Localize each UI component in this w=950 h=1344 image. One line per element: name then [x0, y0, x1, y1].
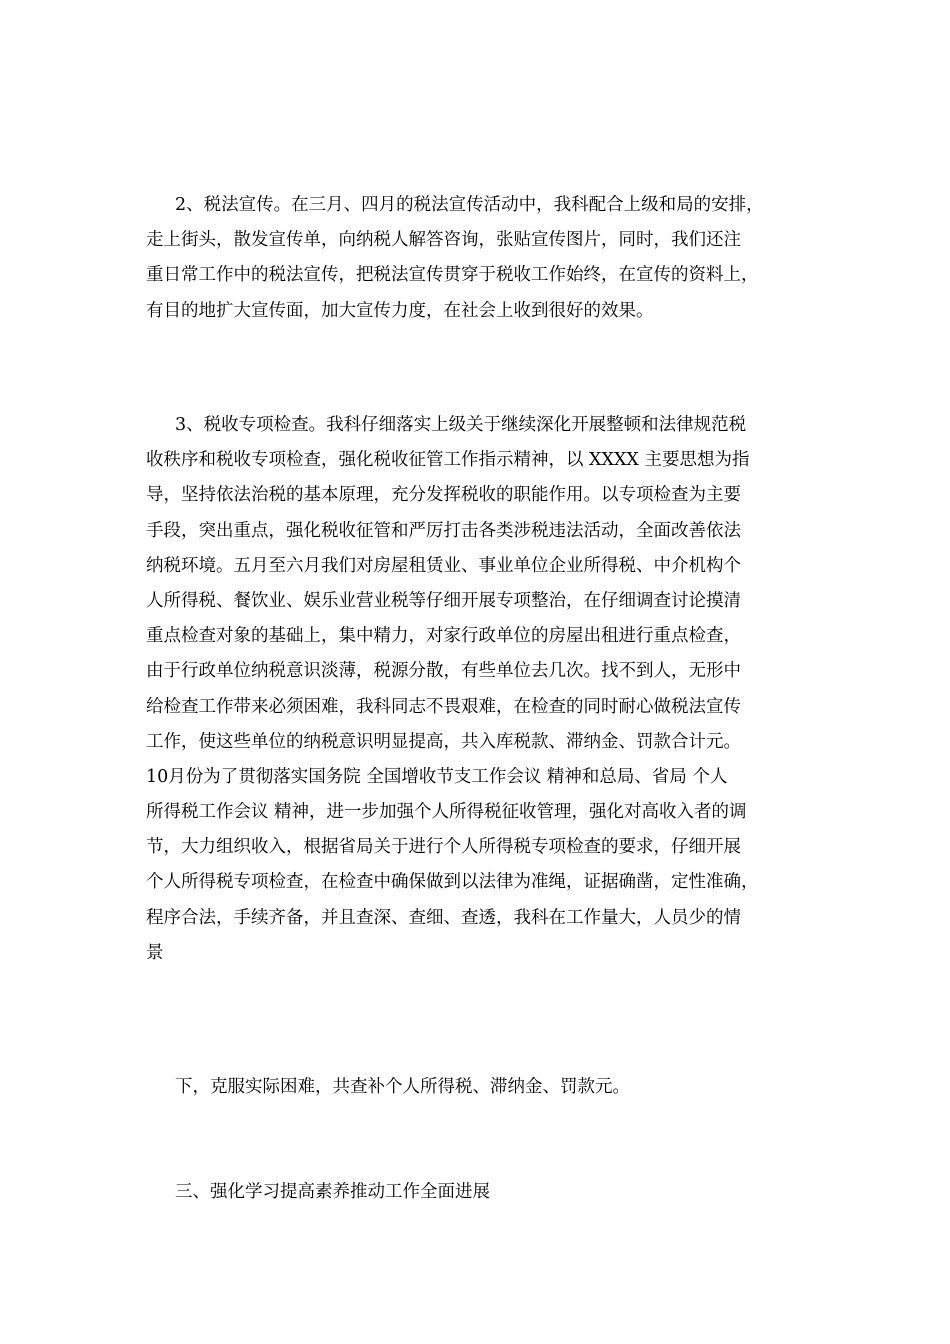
paragraph-line: 下，克服实际困难，共查补个人所得税、滞纳金、罚款元。 — [175, 1077, 630, 1097]
paragraph-special-tax-inspection — [146, 408, 806, 971]
paragraph-continuation — [146, 1070, 806, 1105]
paragraph-line: 工作，使这些单位的纳税意识明显提高，共入库税款、滞纳金、罚款合计元。 — [146, 731, 741, 752]
paragraph-line: 2、税法宣传。在三月、四月的税法宣传活动中，我科配合上级和局的安排， — [175, 195, 764, 215]
section-heading-text: 三、强化学习提高素养推动工作全面进展 — [175, 1182, 490, 1202]
paragraph-line: 有目的地扩大宣传面，加大宣传力度，在社会上收到很好的效果。 — [146, 300, 654, 321]
paragraph-line: 由于行政单位纳税意识淡薄，税源分散，有些单位去几次。找不到人，无形中 — [146, 661, 741, 682]
paragraph-line: 程序合法，手续齐备，并且查深、查细、查透，我科在工作量大，人员少的情 — [146, 907, 741, 928]
section-heading — [146, 1175, 806, 1210]
paragraph-line: 个人所得税专项检查，在检查中确保做到以法律为准绳，证据确凿，定性准确， — [146, 872, 759, 893]
paragraph-line: 所得税工作会议 精神，进一步加强个人所得税征收管理，强化对高收入者的调 — [146, 802, 747, 823]
paragraph-line: 走上街头，散发宣传单，向纳税人解答咨询，张贴宣传图片，同时，我们还注 — [146, 230, 741, 251]
paragraph-tax-law-publicity — [146, 188, 806, 329]
paragraph-line: 给检查工作带来必须困难，我科同志不畏艰难，在检查的同时耐心做税法宣传 — [146, 696, 741, 717]
paragraph-line: 收秩序和税收专项检查，强化税收征管工作指示精神，以 XXXX 主要思想为指 — [146, 450, 750, 471]
paragraph-line: 重日常工作中的税法宣传，把税法宣传贯穿于税收工作始终，在宣传的资料上， — [146, 265, 759, 286]
paragraph-line: 景 — [146, 942, 164, 963]
paragraph-line: 10月份为了贯彻落实国务院 全国增收节支工作会议 精神和总局、省局 个人 — [146, 766, 728, 787]
paragraph-line: 重点检查对象的基础上，集中精力，对家行政单位的房屋出租进行重点检查， — [146, 626, 741, 647]
paragraph-line: 3、税收专项检查。我科仔细落实上级关于继续深化开展整顿和法律规范税 — [175, 415, 747, 435]
paragraph-line: 节，大力组织收入，根据省局关于进行个人所得税专项检查的要求，仔细开展 — [146, 837, 741, 858]
paragraph-line: 纳税环境。五月至六月我们对房屋租赁业、事业单位企业所得税、中介机构个 — [146, 555, 741, 576]
paragraph-line: 手段，突出重点，强化税收征管和严厉打击各类涉税违法活动，全面改善依法 — [146, 520, 741, 541]
paragraph-line: 人所得税、餐饮业、娱乐业营业税等仔细开展专项整治，在仔细调查讨论摸清 — [146, 590, 741, 611]
paragraph-line: 导，坚持依法治税的基本原理，充分发挥税收的职能作用。以专项检查为主要 — [146, 485, 741, 506]
